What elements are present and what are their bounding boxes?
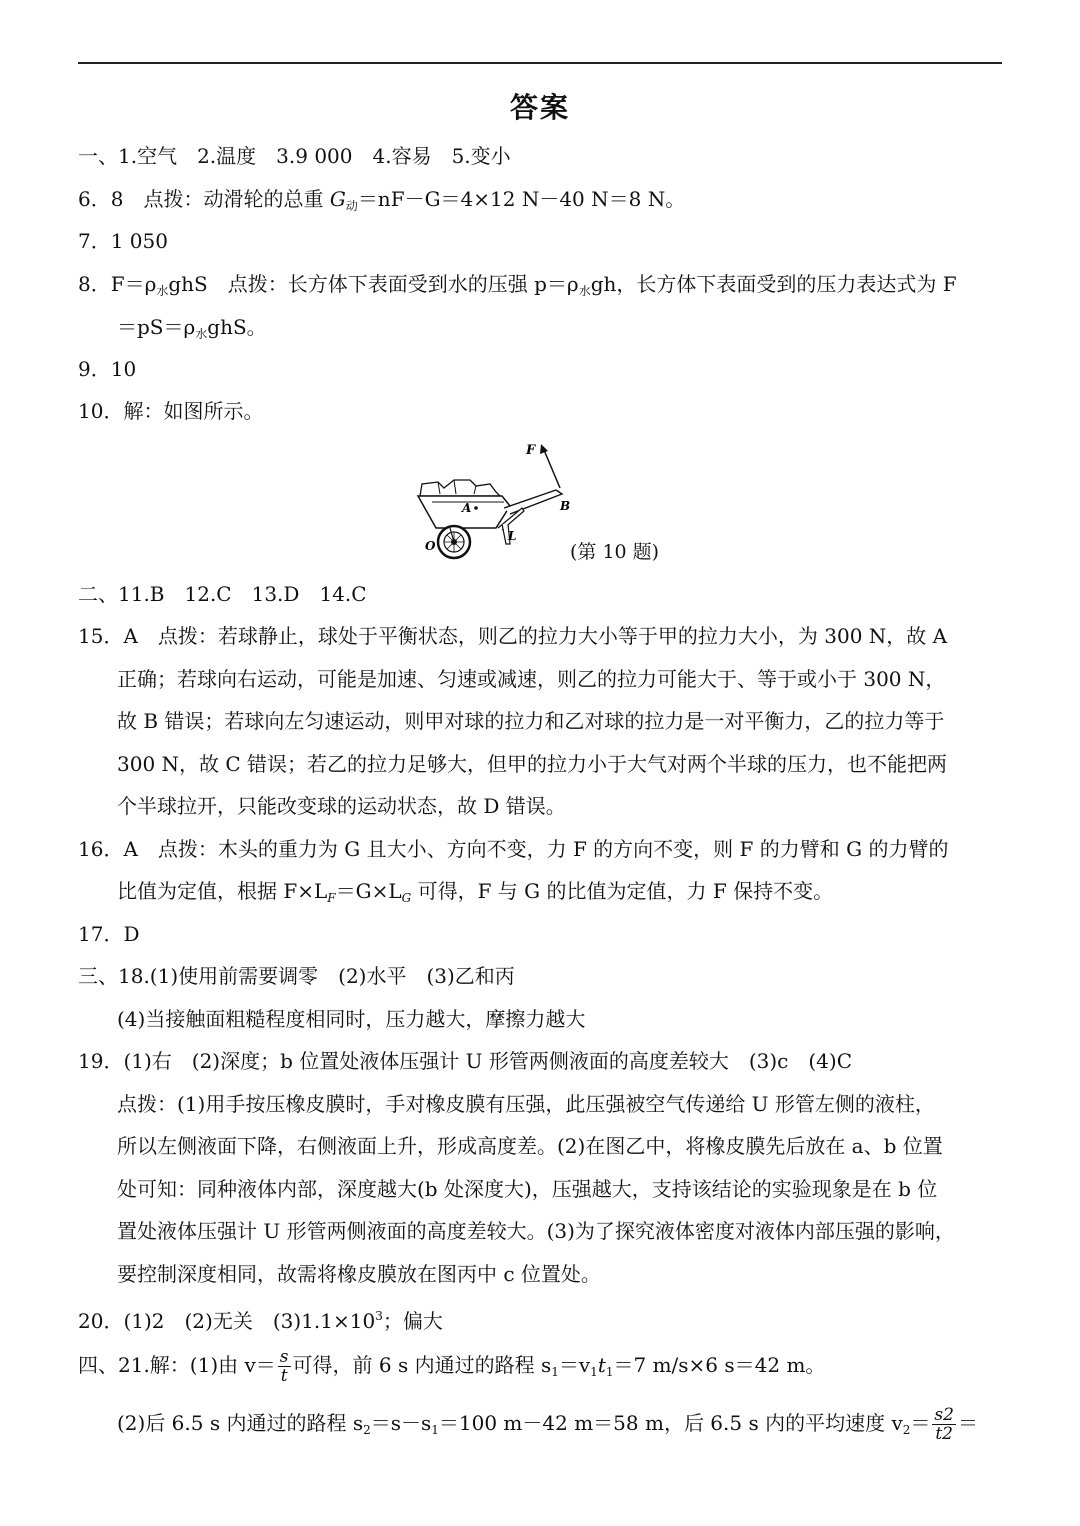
label-l: L <box>508 529 517 543</box>
answer-line-15-cont-4: 个半球拉开，只能改变球的运动状态，故 D 错误。 <box>117 794 566 818</box>
answer-line-9: 9．10 <box>78 357 137 381</box>
answer-line-8: 8．$F=\rho_水ghS$ 点拨：长方体下表面受到水的压强 $p=\rho_水gh$，长方体下表面受到的压力表达式为 F <box>78 272 957 298</box>
fraction-s2-over-t2: $\frac{s2}{t2}$ <box>934 1405 954 1444</box>
answer-line-16: 16．A 点拨：木头的重力为 G 且大小、方向不变，力 F 的方向不变，则 F 的力臂和 G 的力臂的 <box>78 837 949 861</box>
answer-line-1: 一、1.空气 2.温度 3.9 000 4.容易 5.变小 <box>78 144 511 168</box>
answer-line-19: 19．(1)右 (2)深度；b 位置处液体压强计 U 形管两侧液面的高度差较大 (3)c (4)C <box>78 1049 853 1073</box>
label-b: B <box>560 499 571 513</box>
answer-line-20: 20．(1)2 (2)无关 $(3)1.1\times 10^3$；偏大 <box>78 1309 443 1333</box>
label-f: F <box>526 443 536 458</box>
answer-line-21-cont: (2)后 6.5 s 内通过的路程 $s_2=s-s_1=100$ m－42 m＝58 m，后 6.5 s 内的平均速度 $v_2=$ $\frac{s2}{t2}$ ＝ <box>117 1405 978 1444</box>
answer-line-19-hint-4: 置处液体压强计 U 形管两侧液面的高度差较大。(3)为了探究液体密度对液体内部压强的影响， <box>117 1219 955 1243</box>
load-stones <box>420 480 500 496</box>
answer-line-11-14: 二、11.B 12.C 13.D 14.C <box>78 582 367 606</box>
answer-line-15: 15．A 点拨：若球静止，球处于平衡状态，则乙的拉力大小等于甲的拉力大小，为 300 N，故 A <box>78 624 948 648</box>
answer-line-19-hint-5: 要控制深度相同，故需将橡皮膜放在图丙中 c 位置处。 <box>117 1262 601 1286</box>
answer-line-19-hint-1: 点拨：(1)用手按压橡皮膜时，手对橡皮膜有压强，此压强被空气传递给 U 形管左侧的液柱， <box>117 1092 935 1116</box>
page-title: 答案 <box>509 91 570 124</box>
figure-caption: (第 10 题) <box>570 541 660 563</box>
label-a: A <box>462 501 472 515</box>
answer-line-16-cont: 比值为定值，根据 $F\times L_F=G\times L_G$ 可得，F 与 G 的比值为定值，力 F 保持不变。 <box>117 879 834 905</box>
label-o: O <box>425 539 436 553</box>
answer-line-15-cont-1: 正确；若球向右运动，可能是加速、匀速或减速，则乙的拉力可能大于、等于或小于 300 N， <box>117 667 946 691</box>
answer-line-21: 四、21.解：(1)由 v＝ $\frac{s}{t}$ 可得，前 6 s 内通过的路程 $s_1=v_1t_1=7$ m/s×6 s＝42 m。 <box>78 1347 826 1386</box>
answer-line-8-cont: $=pS=\rho_水ghS$。 <box>117 315 267 341</box>
point-a <box>474 506 478 510</box>
answer-line-18: 三、18.(1)使用前需要调零 (2)水平 (3)乙和丙 <box>78 964 515 988</box>
answer-line-15-cont-3: 300 N，故 C 错误；若乙的拉力足够大，但甲的拉力小于大气对两个半球的压力，也不能把两 <box>117 752 948 776</box>
force-f-arrowhead <box>540 444 548 454</box>
answer-line-18-cont: (4)当接触面粗糙程度相同时，压力越大，摩擦力越大 <box>117 1007 586 1031</box>
answer-line-15-cont-2: 故 B 错误；若球向左匀速运动，则甲对球的拉力和乙对球的拉力是一对平衡力，乙的拉力等于 <box>117 709 945 733</box>
answer-line-6: 6．8 点拨：动滑轮的总重 $G_动=nF-G=4\times 12$ N－40 N＝8 N。 <box>78 187 686 213</box>
barrow-handle <box>504 490 562 514</box>
answer-line-19-hint-2: 所以左侧液面下降，右侧液面上升，形成高度差。(2)在图乙中，将橡皮膜先后放在 a、b 位置 <box>117 1134 943 1158</box>
fraction-s-over-t: $\frac{s}{t}$ <box>279 1347 289 1386</box>
answer-line-17: 17．D <box>78 922 140 946</box>
answer-line-7: 7．1 050 <box>78 229 168 253</box>
answer-line-19-hint-3: 处可知：同种液体内部，深度越大(b 处深度大)，压强越大，支持该结论的实验现象是在 b 位 <box>117 1177 938 1201</box>
force-f-arrow <box>544 450 560 488</box>
answer-line-10: 10．解：如图所示。 <box>78 399 264 423</box>
top-rule <box>78 62 1002 64</box>
